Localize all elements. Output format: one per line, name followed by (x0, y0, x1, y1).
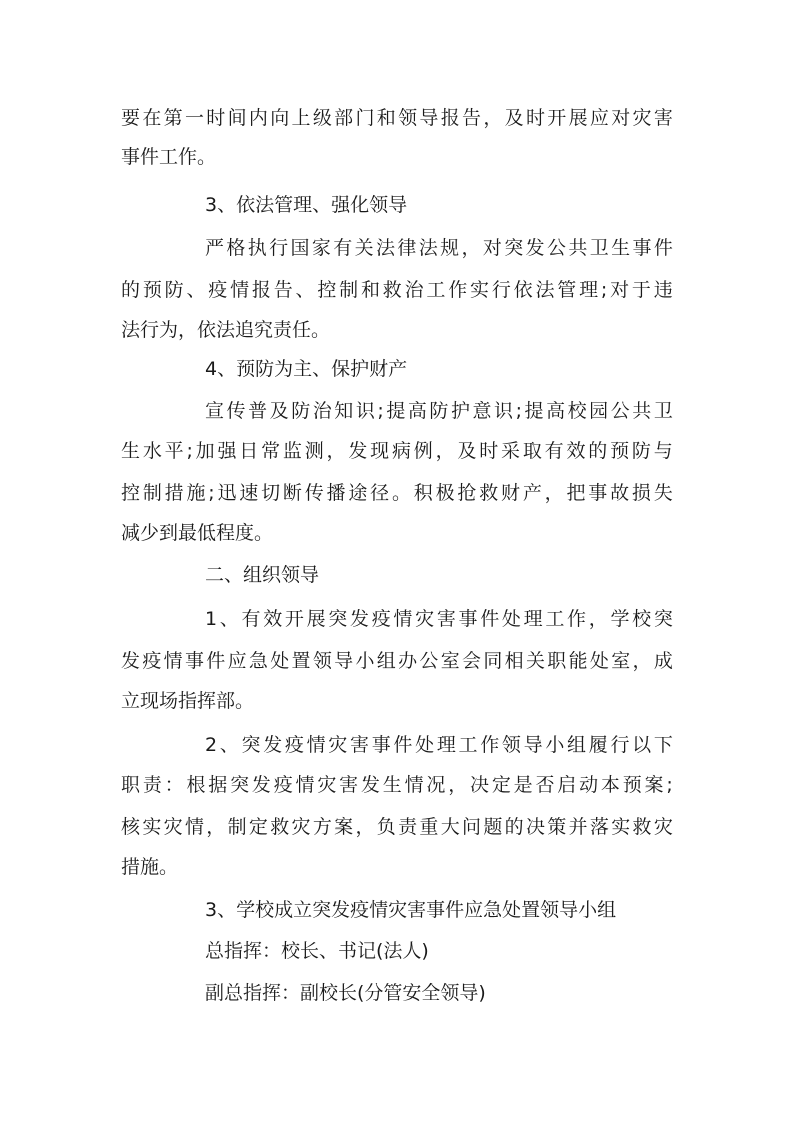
text-line: 1 、 有 效 开 展 突 发 疫 情 灾 害 事 件 处 理 工 作 ， 学 校 突 (205, 608, 673, 630)
text-line: 宣 传 普 及 防 治 知 识 ; 提 高 防 护 意 识 ; 提 高 校 园 公 共 卫 (205, 400, 673, 422)
text-line: 措施。 (121, 856, 179, 878)
text-line: 总指挥：校长、书记(法人) (205, 940, 429, 962)
text-line: 法行为，依法追究责任。 (121, 319, 331, 341)
text-line: 减少到最低程度。 (121, 522, 274, 544)
section-heading: 3、学校成立突发疫情灾害事件应急处置领导小组 (205, 899, 617, 921)
text-line: 立现场指挥部。 (121, 690, 255, 712)
text-line: 要 在 第 一 时 间 内 向 上 级 部 门 和 领 导 报 告 ， 及 时 开 展 应 对 灾 害 (121, 107, 673, 129)
text-line: 副总指挥：副校长(分管安全领导) (205, 982, 486, 1004)
section-heading: 4、预防为主、保护财产 (205, 358, 408, 380)
section-heading: 3、依法管理、强化领导 (205, 194, 408, 216)
text-line: 职 责 ： 根 据 突 发 疫 情 灾 害 发 生 情 况 ， 决 定 是 否 启 动 本 预 案 ; (121, 774, 673, 796)
text-line: 的 预 防 、 疫 情 报 告 、 控 制 和 救 治 工 作 实 行 依 法 管 理 ; 对 于 违 (121, 279, 673, 301)
text-line: 2 、 突 发 疫 情 灾 害 事 件 处 理 工 作 领 导 小 组 履 行 以 下 (205, 734, 673, 756)
text-line: 发 疫 情 事 件 应 急 处 置 领 导 小 组 办 公 室 会 同 相 关 职 能 处 室 ， 成 (121, 650, 673, 672)
text-line: 核 实 灾 情 ， 制 定 救 灾 方 案 ， 负 责 重 大 问 题 的 决 策 并 落 实 救 灾 (121, 816, 673, 838)
text-line: 事件工作。 (121, 146, 217, 168)
text-line: 控 制 措 施 ; 迅 速 切 断 传 播 途 径 。 积 极 抢 救 财 产 ， 把 事 故 损 失 (121, 482, 673, 504)
text-line: 生 水 平 ; 加 强 日 常 监 测 ， 发 现 病 例 ， 及 时 采 取 有 效 的 预 防 与 (121, 440, 673, 462)
text-line: 严 格 执 行 国 家 有 关 法 律 法 规 ， 对 突 发 公 共 卫 生 事 件 (205, 237, 673, 259)
section-heading: 二、组织领导 (205, 564, 320, 586)
